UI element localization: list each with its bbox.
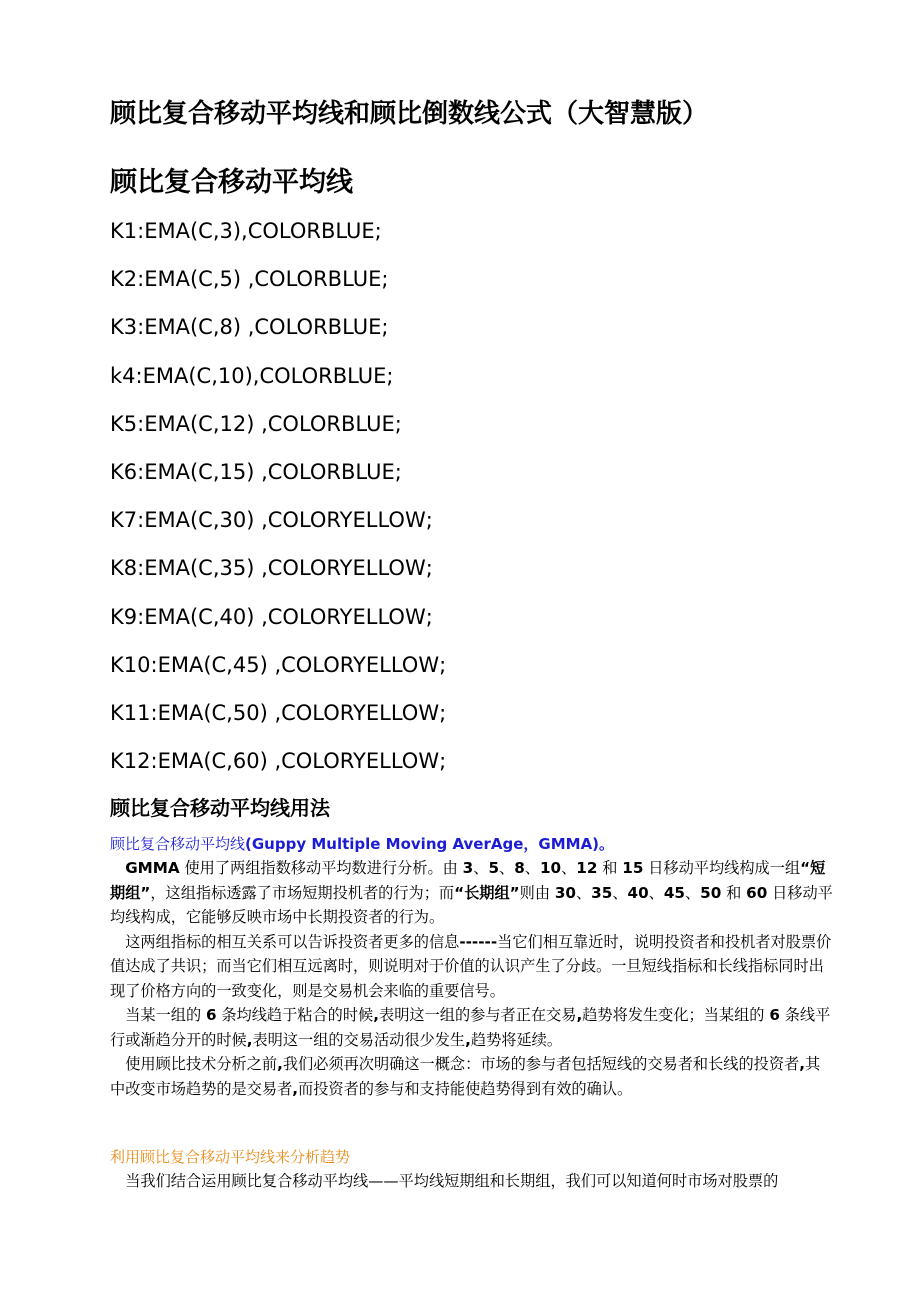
text-run: 、 bbox=[524, 859, 540, 877]
text-run: , bbox=[246, 1030, 253, 1049]
text-run: 日移动平均线构成一组 bbox=[643, 859, 801, 877]
text-run: 3 bbox=[462, 859, 474, 877]
text-run: 和 bbox=[597, 859, 623, 877]
text-run: GMMA bbox=[125, 859, 180, 877]
definition-english: (Guppy Multiple Moving AverAge，GMMA)。 bbox=[245, 835, 615, 853]
formula-line: K3:EMA(C,8) ,COLORBLUE; bbox=[110, 315, 389, 340]
text-run: , bbox=[799, 1055, 805, 1073]
formula-line: K8:EMA(C,35) ,COLORYELLOW; bbox=[110, 556, 433, 581]
text-run: 使用了两组指数移动平均数进行分析。由 bbox=[179, 859, 463, 877]
text-run: 15 bbox=[622, 859, 644, 877]
text-run: 8 bbox=[514, 859, 525, 877]
text-run: 当它们相互靠近时，说明投资者和投机者对股票价值达成了共识；而当它们相互远离时，则说明对于价值的认识产生了分歧。一旦短线指标和长线指标同时出现了价格方向的一致变化，则是交易机会来临的重要信号。 bbox=[110, 932, 832, 1000]
text-run: , bbox=[277, 1055, 283, 1073]
text-run: 表明这一组的参与者正在交易 bbox=[379, 1006, 577, 1024]
text-run: 、 bbox=[612, 883, 628, 902]
text-run: 10 bbox=[539, 859, 562, 877]
text-run: , bbox=[373, 1006, 380, 1024]
paragraph-3 bbox=[110, 1003, 833, 1052]
text-run: 条均线趋于粘合的时候 bbox=[216, 1006, 374, 1024]
text-run: “短期组” bbox=[110, 859, 826, 902]
text-run: 、 bbox=[473, 859, 489, 877]
text-run: , bbox=[576, 1006, 583, 1024]
text-run: 表明这一组的交易活动很少发生 bbox=[252, 1030, 466, 1049]
text-run: 6 bbox=[205, 1006, 217, 1024]
text-run: 趋势将延续。 bbox=[470, 1030, 562, 1049]
formula-line: k4:EMA(C,10),COLORBLUE; bbox=[110, 363, 394, 388]
formula-line: K1:EMA(C,3),COLORBLUE; bbox=[110, 219, 382, 243]
text-run: 我们必须再次明确这一概念：市场的参与者包括短线的交易者和长线的投资者 bbox=[282, 1055, 800, 1073]
text-run: 条线平行或渐趋分开的时候 bbox=[110, 1006, 831, 1049]
section-heading-gmma: 顾比复合移动平均线 bbox=[110, 167, 353, 198]
text-run: ------ bbox=[459, 932, 498, 951]
text-run: 和 bbox=[721, 883, 747, 902]
text-run: 5 bbox=[488, 859, 500, 877]
text-run: 趋势将发生变化；当某组的 bbox=[582, 1006, 770, 1024]
text-run: 、 bbox=[648, 883, 664, 902]
formula-line: K2:EMA(C,5) ,COLORBLUE; bbox=[110, 267, 389, 292]
text-run: 、 bbox=[575, 883, 592, 902]
paragraph-4 bbox=[110, 1052, 833, 1101]
text-run: 这两组指标的相互关系可以告诉投资者更多的信息 bbox=[125, 932, 460, 951]
text-run: 、 bbox=[499, 859, 515, 877]
formula-line: K9:EMA(C,40) ,COLORYELLOW; bbox=[110, 604, 433, 629]
definition-heading bbox=[110, 832, 614, 856]
text-run: 当某一组的 bbox=[125, 1006, 206, 1024]
formula-line: K12:EMA(C,60) ,COLORYELLOW; bbox=[110, 749, 447, 774]
text-run: 12 bbox=[576, 859, 598, 877]
text-run: “长期组” bbox=[454, 883, 520, 902]
paragraph-1 bbox=[110, 856, 833, 930]
text-run: 、 bbox=[561, 859, 577, 877]
text-run: 则由 bbox=[519, 883, 555, 902]
text-run: , bbox=[465, 1030, 471, 1049]
text-run: 6 bbox=[769, 1006, 780, 1024]
text-run: 30 bbox=[554, 883, 576, 902]
trend-paragraph: 当我们结合运用顾比复合移动平均线——平均线短期组和长期组，我们可以知道何时市场对股票的 bbox=[125, 1172, 779, 1190]
usage-body bbox=[110, 856, 833, 1101]
text-run: 50 bbox=[700, 883, 722, 902]
text-run: 、 bbox=[684, 883, 701, 902]
text-run: 60 bbox=[746, 883, 768, 902]
paragraph-2 bbox=[110, 930, 833, 1004]
text-run: 其中改变市场趋势的是交易者 bbox=[110, 1055, 821, 1098]
document-title: 顾比复合移动平均线和顾比倒数线公式（大智慧版） bbox=[110, 99, 709, 129]
text-run: 35 bbox=[591, 883, 613, 902]
definition-prefix: 顾比复合移动平均线 bbox=[110, 835, 246, 853]
text-run: ，这组指标透露了市场短期投机者的行为；而 bbox=[150, 883, 455, 902]
text-run: 40 bbox=[627, 883, 649, 902]
trend-heading: 利用顾比复合移动平均线来分析趋势 bbox=[110, 1148, 351, 1166]
text-run: 45 bbox=[663, 883, 685, 902]
formula-line: K6:EMA(C,15) ,COLORBLUE; bbox=[110, 459, 402, 484]
formula-line: K10:EMA(C,45) ,COLORYELLOW; bbox=[110, 652, 447, 677]
formula-line: K5:EMA(C,12) ,COLORBLUE; bbox=[110, 411, 402, 436]
text-run: 使用顾比技术分析之前 bbox=[125, 1055, 278, 1073]
formula-list bbox=[110, 212, 446, 790]
text-run: , bbox=[292, 1079, 299, 1098]
text-run: 而投资者的参与和支持能使趋势得到有效的确认。 bbox=[298, 1079, 633, 1098]
text-run: 日移动平均线构成，它能够反映市场中长期投资者的行为。 bbox=[110, 883, 833, 926]
usage-heading: 顾比复合移动平均线用法 bbox=[110, 796, 330, 820]
formula-line: K11:EMA(C,50) ,COLORYELLOW; bbox=[110, 700, 447, 725]
formula-line: K7:EMA(C,30) ,COLORYELLOW; bbox=[110, 508, 433, 533]
